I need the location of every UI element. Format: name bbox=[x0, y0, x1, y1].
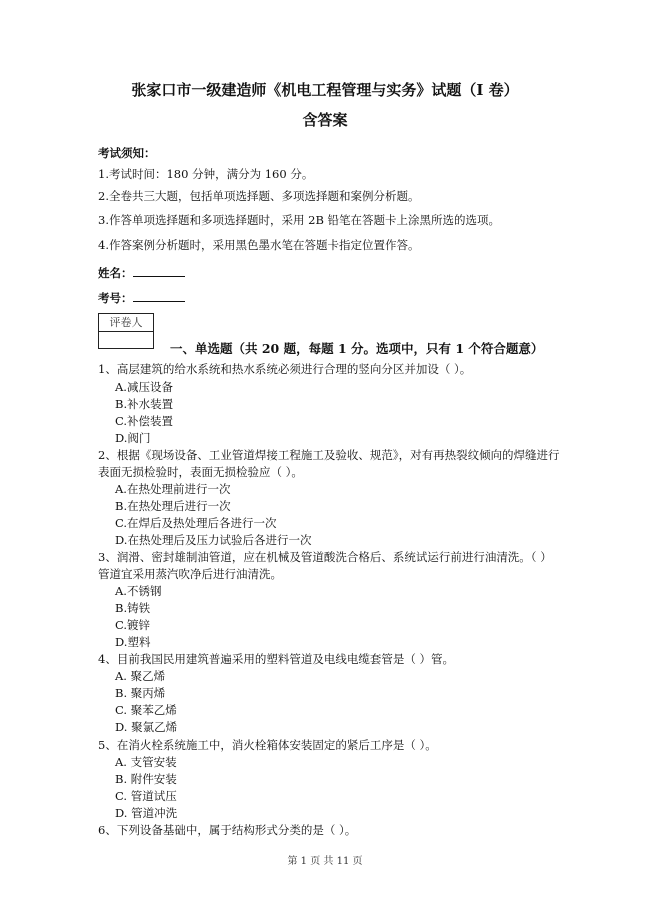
exam-title: 张家口市一级建造师《机电工程管理与实务》试题（I 卷） bbox=[131, 81, 519, 99]
grader-box bbox=[98, 313, 154, 349]
option: A.减压设备 bbox=[115, 380, 173, 394]
notice-heading: 考试须知： bbox=[98, 146, 156, 160]
option: D.塑料 bbox=[115, 635, 151, 649]
notice-item: 2.全卷共三大题，包括单项选择题、多项选择题和案例分析题。 bbox=[98, 189, 420, 203]
question-text: 表面无损检验时，表面无损检验应（ ）。 bbox=[98, 465, 303, 479]
option: B.补水装置 bbox=[115, 397, 174, 411]
name-label: 姓名： bbox=[98, 266, 133, 280]
option: D. 管道冲洗 bbox=[115, 806, 178, 820]
name-field bbox=[98, 265, 185, 280]
grader-label: 评卷人 bbox=[99, 314, 153, 332]
question-text: 4、目前我国民用建筑普遍采用的塑料管道及电线电缆套管是（ ）管。 bbox=[98, 652, 454, 666]
option: C. 管道试压 bbox=[115, 789, 177, 803]
option: A.在热处理前进行一次 bbox=[115, 482, 231, 496]
question-text: 管道宜采用蒸汽吹净后进行油清洗。 bbox=[98, 567, 282, 581]
option: C.在焊后及热处理后各进行一次 bbox=[115, 516, 277, 530]
id-label: 考号： bbox=[98, 291, 133, 305]
question-text: 6、下列设备基础中，属于结构形式分类的是（ ）。 bbox=[98, 823, 357, 837]
notice-item: 4.作答案例分析题时，采用黑色墨水笔在答题卡指定位置作答。 bbox=[98, 238, 420, 252]
question-text: 1、高层建筑的给水系统和热水系统必须进行合理的竖向分区并加设（ ）。 bbox=[98, 362, 472, 376]
id-blank[interactable] bbox=[133, 290, 185, 302]
option: B.在热处理后进行一次 bbox=[115, 499, 231, 513]
option: A. 聚乙烯 bbox=[115, 669, 166, 683]
option: C.镀锌 bbox=[115, 618, 151, 632]
option: A.不锈钢 bbox=[115, 584, 162, 598]
option: C. 聚苯乙烯 bbox=[115, 703, 177, 717]
id-field bbox=[98, 290, 185, 305]
option: B.铸铁 bbox=[115, 601, 151, 615]
option: A. 支管安装 bbox=[115, 755, 177, 769]
option: B. 附件安装 bbox=[115, 772, 177, 786]
section-title: 一、单选题（共 20 题，每题 1 分。选项中，只有 1 个符合题意） bbox=[170, 341, 544, 356]
question-text: 5、在消火栓系统施工中，消火栓箱体安装固定的紧后工序是（ ）。 bbox=[98, 738, 437, 752]
exam-subtitle: 含答案 bbox=[302, 111, 348, 129]
question-text: 3、润滑、密封雄制油管道，应在机械及管道酸洗合格后、系统试运行前进行油清洗。（ ） bbox=[98, 550, 552, 564]
page-footer: 第 1 页 共 11 页 bbox=[287, 856, 363, 867]
option: D.在热处理后及压力试验后各进行一次 bbox=[115, 533, 312, 547]
name-blank[interactable] bbox=[133, 265, 185, 277]
option: B. 聚丙烯 bbox=[115, 686, 166, 700]
notice-item: 1.考试时间：180 分钟，满分为 160 分。 bbox=[98, 167, 314, 181]
notice-item: 3.作答单项选择题和多项选择题时，采用 2B 铅笔在答题卡上涂黑所选的选项。 bbox=[98, 213, 501, 227]
option: D. 聚氯乙烯 bbox=[115, 720, 178, 734]
option: C.补偿装置 bbox=[115, 414, 174, 428]
question-text: 2、根据《现场设备、工业管道焊接工程施工及验收、规范》，对有再热裂纹倾向的焊缝进行 bbox=[98, 448, 560, 462]
option: D.阀门 bbox=[115, 431, 151, 445]
